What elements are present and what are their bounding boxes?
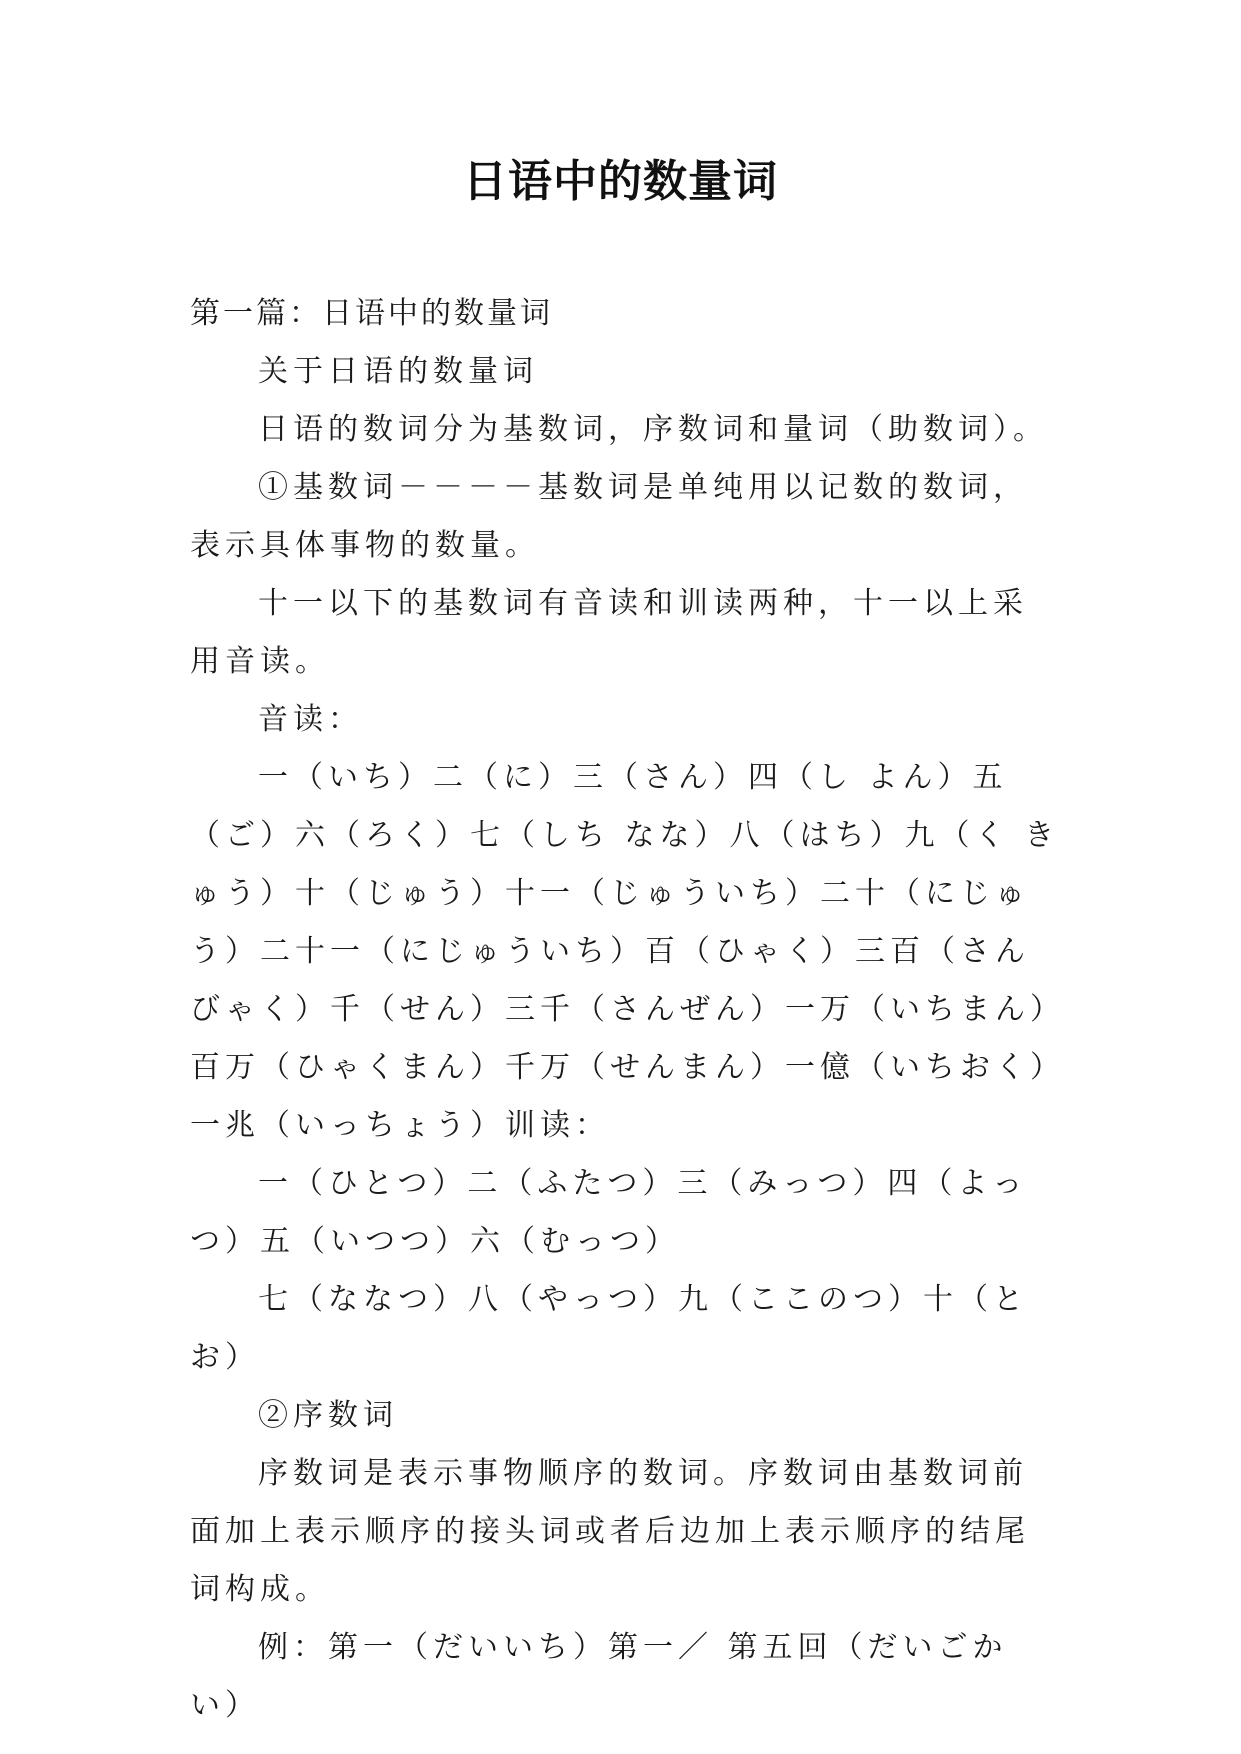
document-title: 日语中的数量词: [463, 156, 778, 207]
section-heading: 第一篇：日语中的数量词: [190, 296, 553, 331]
paragraph: 序数词是表示事物顺序的数词。序数词由基数词前面加上表示顺序的接头词或者后边加上表示顺序的结尾词构成。: [190, 1456, 1030, 1607]
paragraph: 例：第一（だいいち）第一／ 第五回（だいごかい）: [190, 1630, 1008, 1723]
paragraph: ①基数词－－－－基数词是单纯用以记数的数词，表示具体事物的数量。: [190, 470, 1028, 563]
paragraph: 一（ひとつ）二（ふたつ）三（みっつ）四（よっつ）五（いつつ）六（むっつ）: [190, 1166, 1028, 1259]
paragraph: 音读：: [258, 702, 363, 737]
paragraph: 一（いち）二（に）三（さん）四（し よん）五（ご）六（ろく）七（しち なな）八（はち）九（く きゅう）十（じゅう）十一（じゅういち）二十（にじゅう）二十一（にじゅういち）百（ひゃく）三百（さんびゃく）千（せん）三千（さんぜん）一万（いちまん）百万（ひゃくまん）千万（せんまん）一億（いちおく）一兆（いっちょう）训读：: [190, 760, 1060, 1143]
paragraph: ②序数词: [258, 1398, 398, 1433]
paragraph: 十一以下的基数词有音读和训读两种，十一以上采用音读。: [190, 586, 1028, 679]
paragraph: 日语的数词分为基数词，序数词和量词（助数词）。: [258, 412, 1048, 447]
paragraph: 关于日语的数量词: [258, 354, 538, 389]
document-body: [190, 285, 1060, 1735]
paragraph: 七（ななつ）八（やっつ）九（ここのつ）十（とお）: [190, 1282, 1028, 1375]
